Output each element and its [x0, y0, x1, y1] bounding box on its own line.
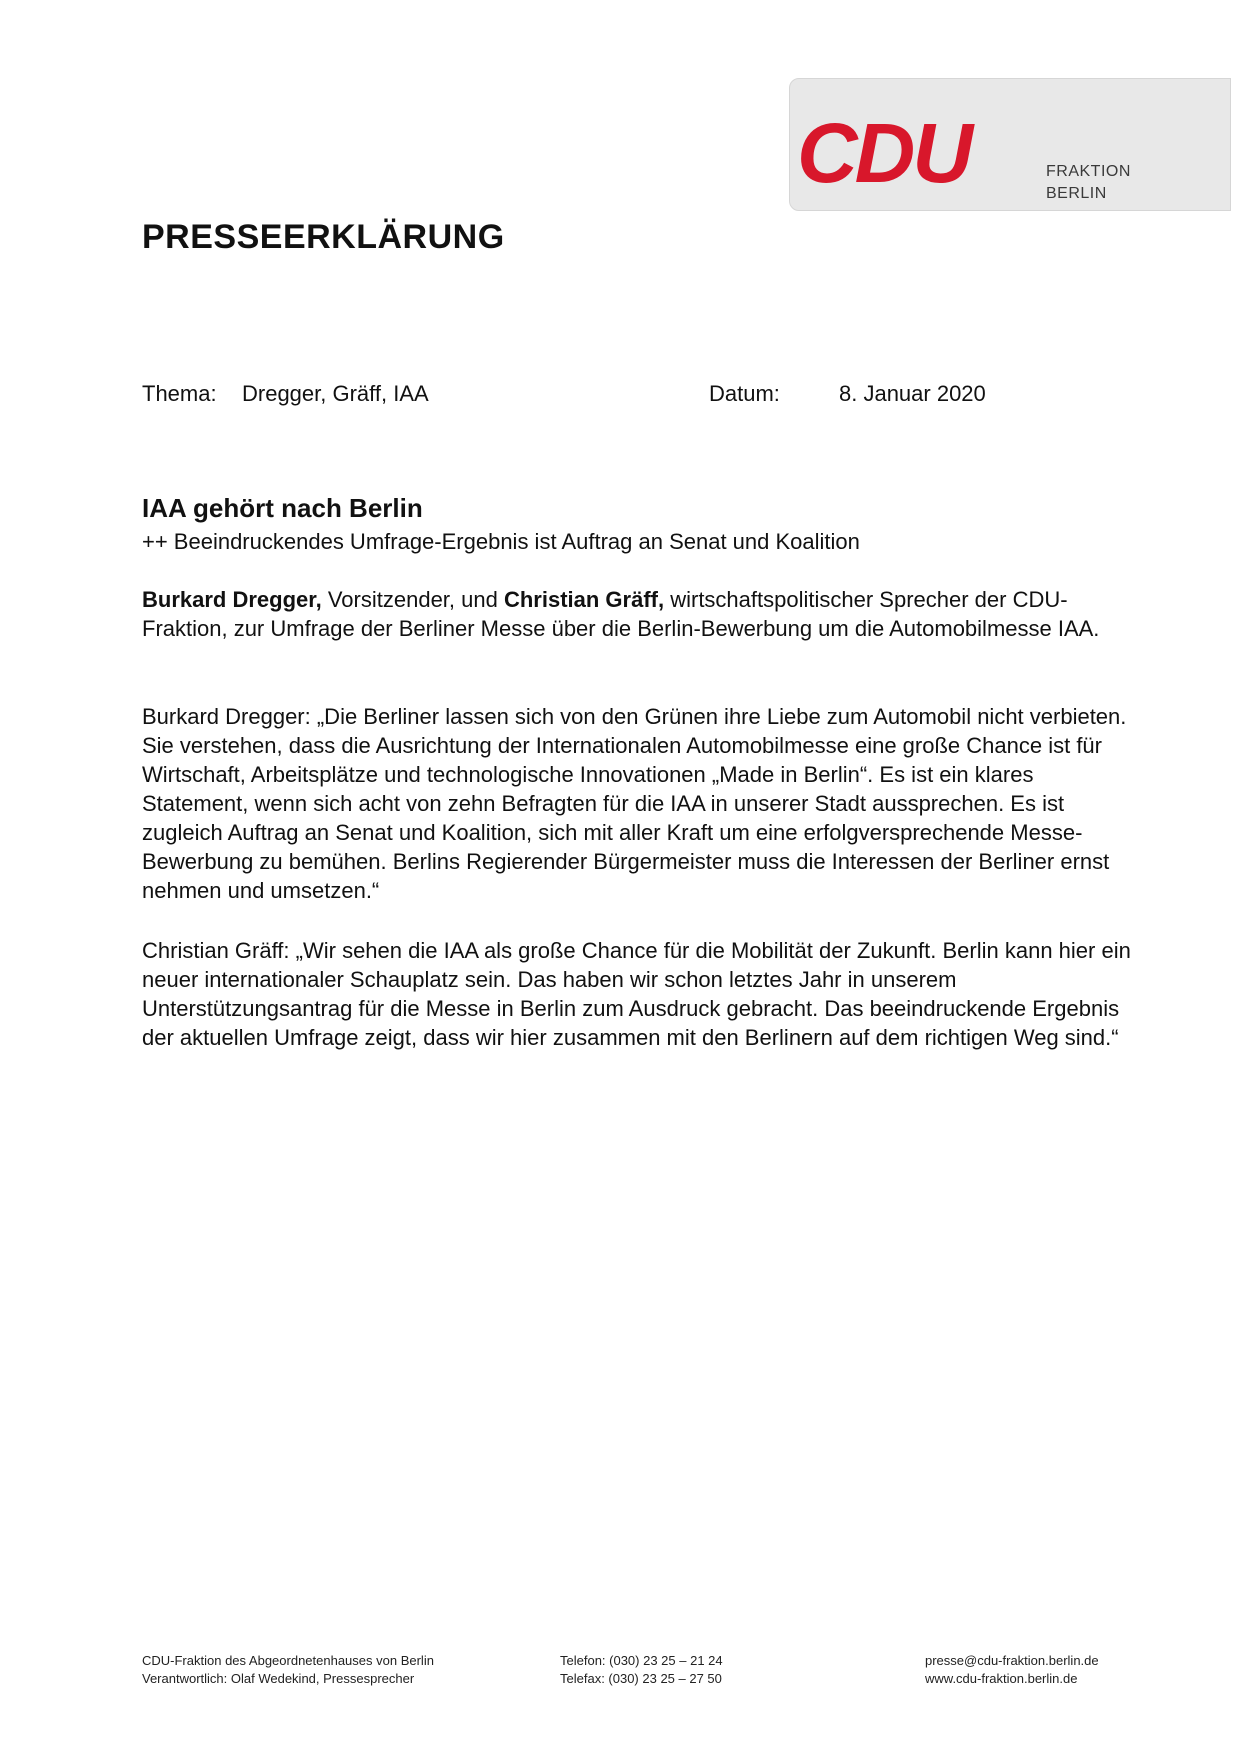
- footer-phone: Telefon: (030) 23 25 – 21 24: [560, 1653, 723, 1668]
- intro-text-1: Vorsitzender, und: [321, 587, 504, 612]
- name-dregger: Burkard Dregger,: [142, 587, 322, 612]
- footer-organization: [142, 1652, 434, 1688]
- cdu-wordmark: CDU: [797, 120, 970, 192]
- intro-paragraph: [142, 585, 1132, 643]
- thema-value: Dregger, Gräff, IAA: [242, 381, 429, 406]
- headline: IAA gehört nach Berlin: [142, 493, 423, 523]
- footer-contact-web: [925, 1652, 1099, 1688]
- logo-subtitle-line2: BERLIN: [1046, 185, 1107, 202]
- thema-label: Thema:: [142, 381, 217, 406]
- footer-contact-phone: [560, 1652, 723, 1688]
- intro-text-2: wirtschaftspolitischer Sprecher der CDU-Fraktion, zur Umfrage der Berliner Messe über die Berlin-Bewerbung um die Automobilmesse IAA.: [142, 587, 1100, 641]
- footer-website: www.cdu-fraktion.berlin.de: [925, 1671, 1078, 1686]
- dregger-quote-paragraph: Burkard Dregger: „Die Berliner lassen sich von den Grünen ihre Liebe zum Automobil nicht verbieten. Sie verstehen, dass die Ausrichtung der Internationalen Automobilmesse eine große Chance ist für Wirtschaft, Arbeitsplätze und technologische Innovationen „Made in Berlin“. Es ist ein klares Statement, wenn sich acht von zehn Befragten für die IAA in unserer Stadt aussprechen. Es ist zugleich Auftrag an Senat und Koalition, sich mit aller Kraft um eine erfolgversprechende Messe-Bewerbung zu bemühen. Berlins Regierender Bürgermeister muss die Interessen der Berliner ernst nehmen und umsetzen.“: [142, 704, 1127, 903]
- subline: ++ Beeindruckendes Umfrage-Ergebnis ist Auftrag an Senat und Koalition: [142, 529, 860, 554]
- logo-subtitle: [1046, 161, 1131, 205]
- datum-value: 8. Januar 2020: [839, 381, 986, 406]
- datum-label: Datum:: [709, 381, 780, 406]
- footer-email: presse@cdu-fraktion.berlin.de: [925, 1653, 1099, 1668]
- cdu-logo: [797, 120, 1037, 192]
- logo-subtitle-line1: FRAKTION: [1046, 163, 1131, 180]
- name-graeff: Christian Gräff,: [503, 587, 665, 612]
- meta-row: [0, 381, 1240, 411]
- document-title: PRESSEERKLÄRUNG: [142, 218, 505, 256]
- graeff-quote-paragraph: Christian Gräff: „Wir sehen die IAA als große Chance für die Mobilität der Zukunft. Berlin kann hier ein neuer internationaler Schauplatz sein. Das haben wir schon letztes Jahr in unserem Unterstützungsantrag für die Messe in Berlin zum Ausdruck gebracht. Das beeindruckende Ergebnis der aktuellen Umfrage zeigt, dass wir hier zusammen mit den Berlinern auf dem richtigen Weg sind.“: [142, 938, 1131, 1050]
- footer-responsible: Verantwortlich: Olaf Wedekind, Pressesprecher: [142, 1671, 415, 1686]
- footer-fax: Telefax: (030) 23 25 – 27 50: [560, 1671, 722, 1686]
- footer-org-name: CDU-Fraktion des Abgeordnetenhauses von Berlin: [142, 1653, 434, 1668]
